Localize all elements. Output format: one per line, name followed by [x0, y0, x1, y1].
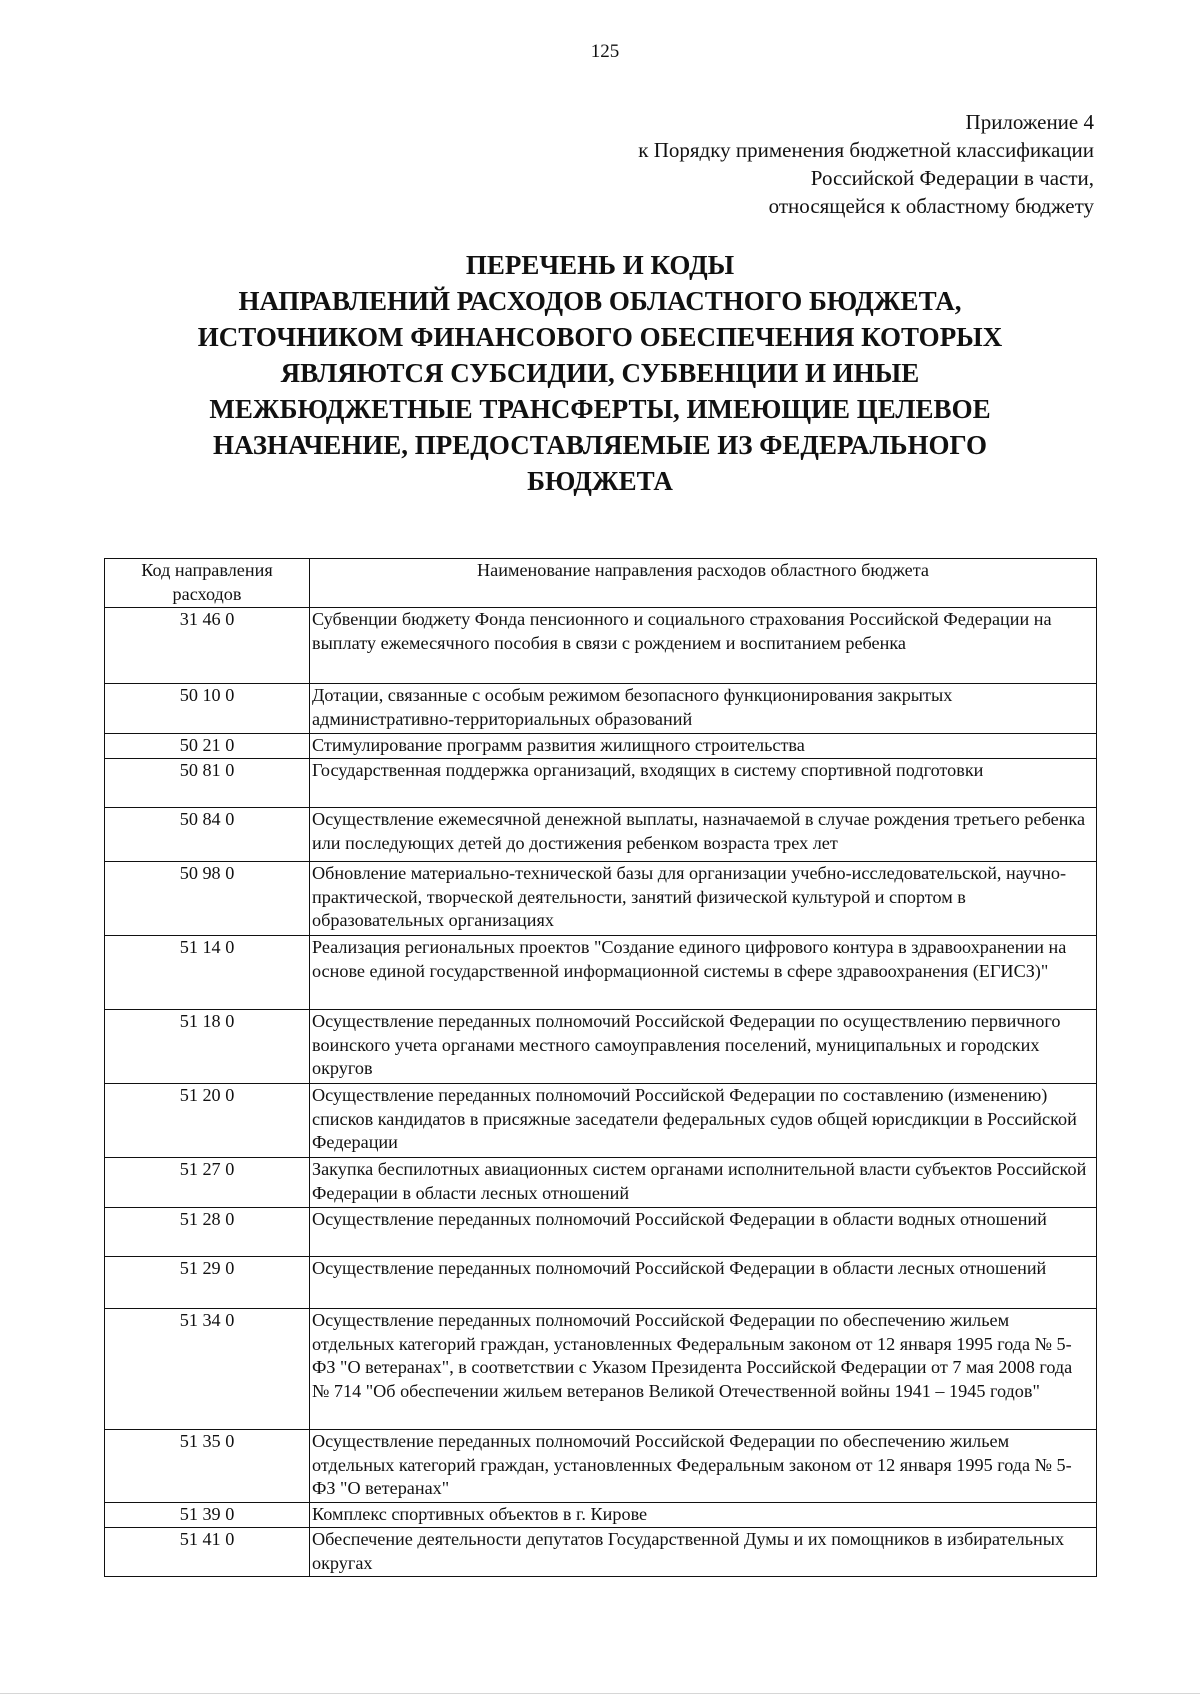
code-cell: 50 21 0	[105, 734, 310, 759]
name-cell: Закупка беспилотных авиационных систем органами исполнительной власти субъектов Российской Федерации в области лесных отношений	[310, 1158, 1097, 1208]
table-header-row	[105, 559, 1097, 608]
table-row	[105, 1084, 1097, 1158]
code-cell: 51 41 0	[105, 1528, 310, 1577]
code-cell: 50 84 0	[105, 808, 310, 862]
name-cell: Стимулирование программ развития жилищного строительства	[310, 734, 1097, 759]
name-cell: Осуществление переданных полномочий Российской Федерации в области водных отношений	[310, 1208, 1097, 1257]
code-cell: 51 18 0	[105, 1010, 310, 1084]
expense-codes-table	[104, 558, 1097, 1577]
appendix-line: относящейся к областному бюджету	[768, 194, 1094, 218]
title-line: МЕЖБЮДЖЕТНЫЕ ТРАНСФЕРТЫ, ИМЕЮЩИЕ ЦЕЛЕВОЕ	[209, 394, 991, 424]
code-cell: 51 35 0	[105, 1430, 310, 1503]
table-row	[105, 808, 1097, 862]
code-cell: 51 39 0	[105, 1503, 310, 1528]
table-row	[105, 1528, 1097, 1577]
name-cell: Осуществление переданных полномочий Российской Федерации по обеспечению жильем отдельных категорий граждан, установленных Федеральным законом от 12 января 1995 года № 5-ФЗ "О ветеранах"	[310, 1430, 1097, 1503]
header-code: Код направления расходов	[105, 559, 310, 608]
table-row	[105, 734, 1097, 759]
name-cell: Субвенции бюджету Фонда пенсионного и социального страхования Российской Федерации на выплату ежемесячного пособия в связи с рождением и воспитанием ребенка	[310, 608, 1097, 684]
table-row	[105, 1309, 1097, 1430]
code-cell: 51 27 0	[105, 1158, 310, 1208]
table-row	[105, 1503, 1097, 1528]
table-row	[105, 862, 1097, 936]
title-line: НАЗНАЧЕНИЕ, ПРЕДОСТАВЛЯЕМЫЕ ИЗ ФЕДЕРАЛЬНОГО	[212, 430, 988, 460]
title-line: ИСТОЧНИКОМ ФИНАНСОВОГО ОБЕСПЕЧЕНИЯ КОТОРЫХ	[197, 322, 1003, 352]
title-line: ПЕРЕЧЕНЬ И КОДЫ	[465, 250, 735, 280]
scan-edge-divider	[0, 1693, 1200, 1694]
table-row	[105, 759, 1097, 808]
table-row	[105, 1208, 1097, 1257]
name-cell: Комплекс спортивных объектов в г. Кирове	[310, 1503, 1097, 1528]
table-row	[105, 936, 1097, 1010]
code-cell: 50 10 0	[105, 684, 310, 734]
title-line: БЮДЖЕТА	[527, 466, 673, 496]
name-cell: Обеспечение деятельности депутатов Государственной Думы и их помощников в избирательных округах	[310, 1528, 1097, 1577]
name-cell: Осуществление ежемесячной денежной выплаты, назначаемой в случае рождения третьего ребенка или последующих детей до достижения ребенком возраста трех лет	[310, 808, 1097, 862]
name-cell: Осуществление переданных полномочий Российской Федерации по обеспечению жильем отдельных категорий граждан, установленных Федеральным законом от 12 января 1995 года № 5-ФЗ "О ветеранах", в соответствии с Указом Президента Российской Федерации от 7 мая 2008 года № 714 "Об обеспечении жильем ветеранов Великой Отечественной войны 1941 – 1945 годов"	[310, 1309, 1097, 1430]
code-cell: 51 14 0	[105, 936, 310, 1010]
title-line: ЯВЛЯЮТСЯ СУБСИДИИ, СУБВЕНЦИИ И ИНЫЕ	[280, 358, 920, 388]
appendix-line: Российской Федерации в части,	[810, 166, 1094, 190]
code-cell: 51 20 0	[105, 1084, 310, 1158]
code-cell: 31 46 0	[105, 608, 310, 684]
code-cell: 51 28 0	[105, 1208, 310, 1257]
table-row	[105, 608, 1097, 684]
code-cell: 51 34 0	[105, 1309, 310, 1430]
name-cell: Дотации, связанные с особым режимом безопасного функционирования закрытых административно-территориальных образований	[310, 684, 1097, 734]
document-title	[150, 247, 1050, 499]
code-cell: 51 29 0	[105, 1257, 310, 1309]
appendix-line: к Порядку применения бюджетной классификации	[638, 138, 1094, 162]
table-row	[105, 1010, 1097, 1084]
table-row	[105, 1430, 1097, 1503]
code-cell: 50 81 0	[105, 759, 310, 808]
name-cell: Осуществление переданных полномочий Российской Федерации в области лесных отношений	[310, 1257, 1097, 1309]
name-cell: Осуществление переданных полномочий Российской Федерации по составлению (изменению) списков кандидатов в присяжные заседатели федеральных судов общей юрисдикции в Российской Федерации	[310, 1084, 1097, 1158]
appendix-note	[638, 108, 1094, 220]
appendix-line: Приложение 4	[965, 110, 1094, 134]
table-row	[105, 1158, 1097, 1208]
name-cell: Осуществление переданных полномочий Российской Федерации по осуществлению первичного воинского учета органами местного самоуправления поселений, муниципальных и городских округов	[310, 1010, 1097, 1084]
table-row	[105, 684, 1097, 734]
code-cell: 50 98 0	[105, 862, 310, 936]
header-name: Наименование направления расходов областного бюджета	[310, 559, 1097, 608]
name-cell: Государственная поддержка организаций, входящих в систему спортивной подготовки	[310, 759, 1097, 808]
name-cell: Обновление материально-технической базы для организации учебно-исследовательской, научно-практической, творческой деятельности, занятий физической культурой и спортом в образовательных организациях	[310, 862, 1097, 936]
table-row	[105, 1257, 1097, 1309]
page-number: 125	[590, 41, 620, 62]
name-cell: Реализация региональных проектов "Создание единого цифрового контура в здравоохранении на основе единой государственной информационной системы в сфере здравоохранения (ЕГИСЗ)"	[310, 936, 1097, 1010]
title-line: НАПРАВЛЕНИЙ РАСХОДОВ ОБЛАСТНОГО БЮДЖЕТА,	[238, 286, 962, 316]
